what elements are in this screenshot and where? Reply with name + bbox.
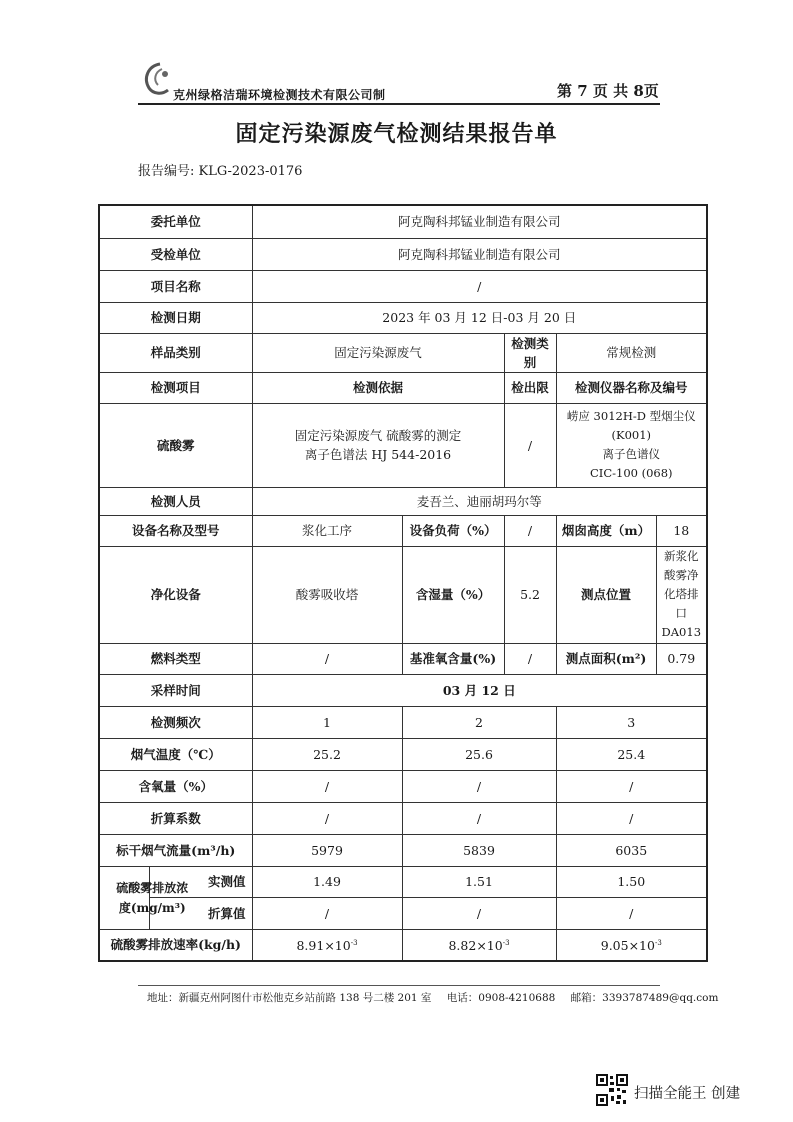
flow-label: 标干烟气流量(m³/h) <box>99 834 252 866</box>
freq-cell: 3 <box>556 706 707 738</box>
footer-address: 地址：新疆克州阿图什市松他克乡站前路 138 号二楼 201 室 <box>147 992 432 1004</box>
point-area-label: 测点面积(m²) <box>556 643 656 674</box>
instrument-line: 崂应 3012H-D 型烟尘仪 <box>566 409 696 423</box>
table-row <box>99 643 707 674</box>
test-category-value: 常规检测 <box>556 333 707 372</box>
personnel-label: 检测人员 <box>99 487 252 515</box>
page-number: 第 7 页 共 8页 <box>557 82 659 100</box>
table-row <box>99 802 707 834</box>
table-row <box>99 897 707 929</box>
freq-cell: 1 <box>252 706 402 738</box>
sample-type-label: 样品类别 <box>99 333 252 372</box>
converted-cell: / <box>556 897 707 929</box>
load-value: / <box>504 515 556 546</box>
position-line: 新浆化 <box>664 549 699 563</box>
table-row <box>99 270 707 302</box>
report-number-label: 报告编号: <box>138 164 195 179</box>
freq-cell: 2 <box>402 706 556 738</box>
concentration-label <box>99 866 189 929</box>
converted-cell: / <box>402 897 556 929</box>
table-row <box>99 403 707 487</box>
rate-exponent: -3 <box>654 939 662 948</box>
qr-code-icon <box>596 1074 628 1106</box>
purifier-label: 净化设备 <box>99 546 252 643</box>
report-number-value: KLG-2023-0176 <box>198 164 303 179</box>
measured-label: 实测值 <box>149 866 252 897</box>
concentration-label-line: 度(mg/m³) <box>118 900 186 915</box>
instrument-line: (K001) <box>611 428 652 442</box>
position-line: DA013 <box>661 625 702 639</box>
instrument-label: 检测仪器名称及编号 <box>556 372 707 403</box>
footer-email: 邮箱：3393787489@qq.com <box>570 992 719 1004</box>
inspected-value: 阿克陶科邦锰业制造有限公司 <box>252 238 707 270</box>
date-value: 2023 年 03 月 12 日-03 月 20 日 <box>252 302 707 333</box>
results-table <box>98 204 708 962</box>
scanner-watermark: 扫描全能王 创建 <box>634 1086 741 1102</box>
ref-oxygen-value: / <box>504 643 556 674</box>
table-row <box>99 515 707 546</box>
rate-base: 8.82×10 <box>448 938 503 954</box>
item-value: 硫酸雾 <box>99 403 252 487</box>
ref-oxygen-label: 基准氧含量(%) <box>402 643 504 674</box>
page-title: 固定污染源废气检测结果报告单 <box>235 121 558 147</box>
date-label: 检测日期 <box>99 302 252 333</box>
position-line: 化塔排 <box>664 587 699 601</box>
instrument-line: 离子色谱仪 <box>602 447 661 461</box>
equipment-label: 设备名称及型号 <box>99 515 252 546</box>
converted-label: 折算值 <box>149 897 252 929</box>
table-row <box>99 929 707 961</box>
test-basis-label: 检测依据 <box>252 372 504 403</box>
measured-cell: 1.49 <box>252 866 402 897</box>
instrument-line: CIC-100 (068) <box>589 466 673 480</box>
oxygen-cell: / <box>556 770 707 802</box>
fuel-value: / <box>252 643 402 674</box>
table-row <box>99 738 707 770</box>
table-row <box>99 487 707 515</box>
table-row <box>99 238 707 270</box>
equipment-value: 浆化工序 <box>252 515 402 546</box>
factor-cell: / <box>252 802 402 834</box>
company-name: 克州绿格洁瑞环境检测技术有限公司制 <box>173 88 386 102</box>
moisture-label: 含湿量（%） <box>402 546 504 643</box>
table-row <box>99 834 707 866</box>
flue-temp-label: 烟气温度（℃） <box>99 738 252 770</box>
table-row <box>99 674 707 706</box>
project-label: 项目名称 <box>99 270 252 302</box>
sampling-date-value: 03 月 12 日 <box>252 674 707 706</box>
fuel-label: 燃料类型 <box>99 643 252 674</box>
table-row <box>99 302 707 333</box>
point-position-label: 测点位置 <box>556 546 656 643</box>
footer-phone: 电话：0908-4210688 <box>446 992 556 1004</box>
report-number <box>138 160 302 179</box>
table-row <box>99 333 707 372</box>
footer-divider <box>138 985 660 986</box>
load-label: 设备负荷（%） <box>402 515 504 546</box>
basis-line: 离子色谱法 HJ 544-2016 <box>304 447 452 462</box>
rate-base: 8.91×10 <box>296 938 351 954</box>
inspected-label: 受检单位 <box>99 238 252 270</box>
rate-exponent: -3 <box>350 939 358 948</box>
position-line: 口 <box>675 606 688 620</box>
factor-cell: / <box>402 802 556 834</box>
temp-cell: 25.4 <box>556 738 707 770</box>
temp-cell: 25.2 <box>252 738 402 770</box>
stack-height-label: 烟囱高度（m） <box>556 515 656 546</box>
temp-cell: 25.6 <box>402 738 556 770</box>
test-item-label: 检测项目 <box>99 372 252 403</box>
rate-exponent: -3 <box>502 939 510 948</box>
instrument-value <box>556 403 707 487</box>
table-row <box>99 372 707 403</box>
flow-cell: 5979 <box>252 834 402 866</box>
limit-value: / <box>504 403 556 487</box>
point-position-value <box>656 546 707 643</box>
basis-line: 固定污染源废气 硫酸雾的测定 <box>294 428 462 443</box>
measured-cell: 1.50 <box>556 866 707 897</box>
rate-cell <box>252 929 402 961</box>
frequency-label: 检测频次 <box>99 706 252 738</box>
detect-limit-label: 检出限 <box>504 372 556 403</box>
footer <box>147 990 730 1005</box>
converted-cell: / <box>252 897 402 929</box>
purifier-value: 酸雾吸收塔 <box>252 546 402 643</box>
concentration-label-line: 硫酸雾排放浓 <box>116 880 189 895</box>
measured-cell: 1.51 <box>402 866 556 897</box>
sample-type-value: 固定污染源废气 <box>252 333 504 372</box>
flow-cell: 6035 <box>556 834 707 866</box>
sampling-time-label: 采样时间 <box>99 674 252 706</box>
table-row <box>99 706 707 738</box>
moisture-value: 5.2 <box>504 546 556 643</box>
point-area-value: 0.79 <box>656 643 707 674</box>
table-row <box>99 205 707 238</box>
factor-label: 折算系数 <box>99 802 252 834</box>
personnel-value: 麦吾兰、迪丽胡玛尔等 <box>252 487 707 515</box>
rate-cell <box>556 929 707 961</box>
oxygen-cell: / <box>402 770 556 802</box>
company-logo <box>140 60 174 98</box>
position-line: 酸雾净 <box>664 568 699 582</box>
rate-cell <box>402 929 556 961</box>
rate-label: 硫酸雾排放速率(kg/h) <box>99 929 252 961</box>
stack-height-value: 18 <box>656 515 707 546</box>
oxygen-cell: / <box>252 770 402 802</box>
project-value: / <box>252 270 707 302</box>
factor-cell: / <box>556 802 707 834</box>
flow-cell: 5839 <box>402 834 556 866</box>
table-row <box>99 866 707 897</box>
client-label: 委托单位 <box>99 205 252 238</box>
oxygen-label: 含氧量（%） <box>99 770 252 802</box>
rate-base: 9.05×10 <box>600 938 655 954</box>
table-row <box>99 546 707 643</box>
basis-value <box>252 403 504 487</box>
client-value: 阿克陶科邦锰业制造有限公司 <box>252 205 707 238</box>
table-row <box>99 770 707 802</box>
test-category-label: 检测类别 <box>504 333 556 372</box>
header-divider <box>138 103 660 105</box>
